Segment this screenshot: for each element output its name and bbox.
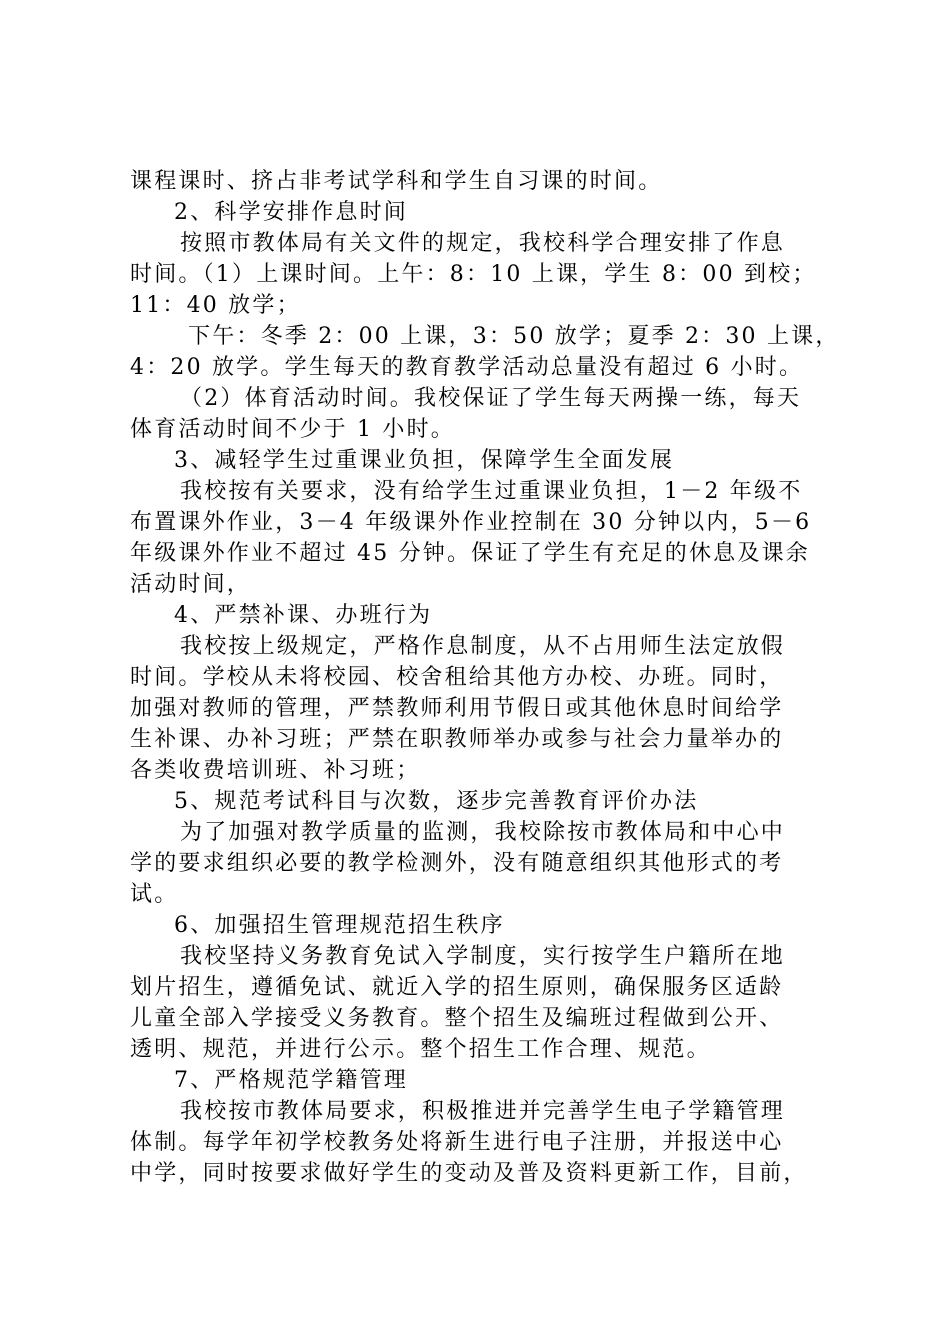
section-heading: 3、减轻学生过重课业负担，保障学生全面发展 <box>174 448 675 473</box>
paragraph-line: 生补课、办补习班；严禁在职教师举办或参与社会力量举办的 <box>130 727 784 752</box>
section-heading: 6、加强招生管理规范招生秩序 <box>174 913 505 938</box>
paragraph-line: 我校按市教体局要求，积极推进并完善学生电子学籍管理 <box>180 1099 786 1124</box>
paragraph-line: （2）体育活动时间。我校保证了学生每天两操一练，每天 <box>180 386 802 411</box>
paragraph-line: 年级课外作业不超过 45 分钟。保证了学生有充足的休息及课余 <box>130 541 810 566</box>
paragraph-line: 划片招生，遵循免试、就近入学的招生原则，确保服务区适龄 <box>130 975 784 1000</box>
paragraph-line: 体制。每学年初学校教务处将新生进行电子注册，并报送中心 <box>130 1130 784 1155</box>
paragraph-line: 11：40 放学； <box>130 293 301 318</box>
section-heading: 7、严格规范学籍管理 <box>174 1068 408 1093</box>
paragraph-line: 我校按有关要求，没有给学生过重课业负担，1－2 年级不 <box>180 479 803 504</box>
paragraph-line: 为了加强对教学质量的监测，我校除按市教体局和中心中 <box>180 820 786 845</box>
paragraph-line: 试。 <box>130 882 179 907</box>
document-body <box>130 166 838 1189</box>
paragraph-line: 我校坚持义务教育免试入学制度，实行按学生户籍所在地 <box>180 944 786 969</box>
paragraph-line: 课程课时、挤占非考试学科和学生自习课的时间。 <box>130 169 663 194</box>
paragraph-line: 4：20 放学。学生每天的教育教学活动总量没有超过 6 小时。 <box>130 355 804 380</box>
section-heading: 4、严禁补课、办班行为 <box>174 603 433 628</box>
paragraph-line: 透明、规范，并进行公示。整个招生工作合理、规范。 <box>130 1037 711 1062</box>
paragraph-line: 体育活动时间不少于 1 小时。 <box>130 417 455 442</box>
paragraph-line: 中学，同时按要求做好学生的变动及普及资料更新工作，目前， <box>130 1161 808 1186</box>
paragraph-line: 学的要求组织必要的教学检测外，没有随意组织其他形式的考 <box>130 851 784 876</box>
paragraph-line: 活动时间， <box>130 572 252 597</box>
section-heading: 2、科学安排作息时间 <box>174 200 408 225</box>
section-heading: 5、规范考试科目与次数，逐步完善教育评价办法 <box>174 789 699 814</box>
paragraph-line: 按照市教体局有关文件的规定，我校科学合理安排了作息 <box>180 231 786 256</box>
paragraph-line: 儿童全部入学接受义务教育。整个招生及编班过程做到公开、 <box>130 1006 784 1031</box>
paragraph-line: 我校按上级规定，严格作息制度，从不占用师生法定放假 <box>180 634 786 659</box>
paragraph-line: 时间。学校从未将校园、校舍租给其他方办校、办班。同时， <box>130 665 784 690</box>
paragraph-line: 加强对教师的管理，严禁教师利用节假日或其他休息时间给学 <box>130 696 784 721</box>
paragraph-line: 各类收费培训班、补习班； <box>130 758 421 783</box>
paragraph-line: 下午：冬季 2：00 上课，3：50 放学；夏季 2：30 上课， <box>188 324 840 349</box>
paragraph-line: 布置课外作业，3－4 年级课外作业控制在 30 分钟以内，5－6 <box>130 510 812 535</box>
paragraph-line: 时间。（1）上课时间。上午：8：10 上课，学生 8：00 到校； <box>130 262 817 287</box>
